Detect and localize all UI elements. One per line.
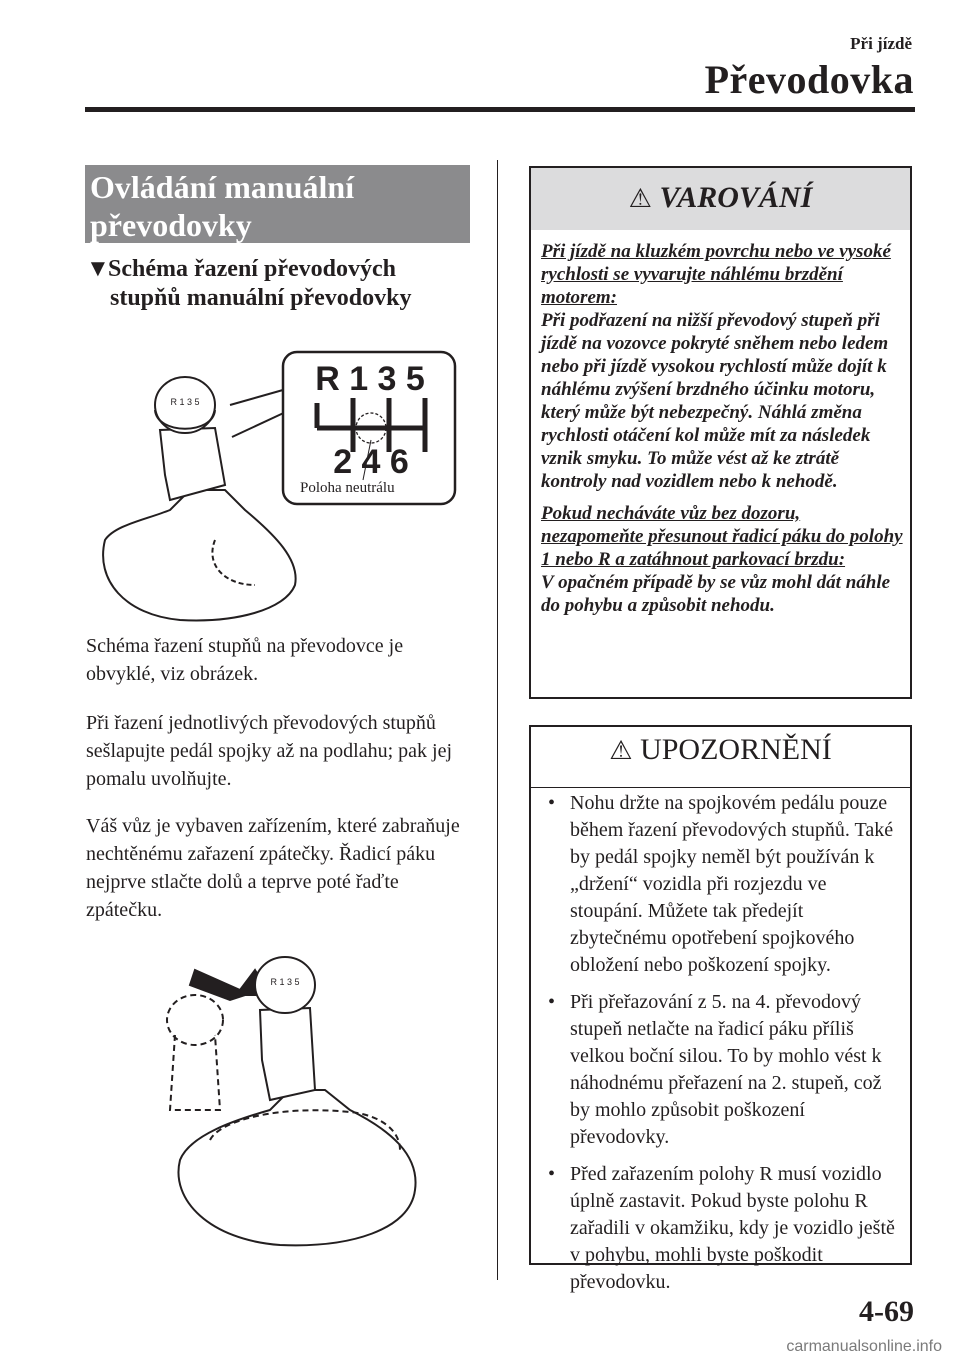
list-item	[548, 1161, 900, 1296]
page-number: 4-69	[859, 1295, 914, 1328]
paragraph-3: Váš vůz je vybaven zařízením, které zabraňuje nechtěnému zařazení zpátečky. Řadicí páku nejprve stlačte dolů a teprve poté řaďte zpátečku.	[86, 815, 460, 921]
warning-title-text: VAROVÁNÍ	[659, 181, 813, 214]
warning-block2-text: V opačném případě by se vůz mohl dát náhle do pohybu a způsobit nehodu.	[541, 572, 891, 616]
chapter-title: Při jízdě	[850, 34, 912, 53]
paragraph-1: Schéma řazení stupňů na převodovce je obvyklé, viz obrázek.	[86, 635, 404, 685]
caution-item-2: Při přeřazování z 5. na 4. převodový stupeň netlačte na řadicí páku příliš velkou boční silou. To by mohlo vést k náhodnému přeřazení na 2. stupeň, což by mohlo způsobit poškození převodovky.	[570, 991, 882, 1148]
subheading-line2: stupňů manuální převodovky	[110, 285, 412, 311]
section-title-line1: Ovládání manuální	[90, 169, 355, 205]
warning-body	[541, 240, 905, 626]
caution-title-text: UPOZORNĚNÍ	[640, 733, 832, 766]
gear-labels-top: R 1 3 5	[315, 360, 425, 398]
warning-block2-heading: Pokud necháváte vůz bez dozoru, nezapomeňte přesunout řadicí páku do polohy 1 nebo R a zatáhnout parkovací brzdu:	[541, 503, 903, 570]
warning-block1-heading: Při jízdě na kluzkém povrchu nebo ve vysoké rychlosti se vyvarujte náhlému brzdění motorem:	[541, 241, 891, 308]
gear-labels-bottom: 2 4 6	[333, 443, 409, 481]
bullet-icon: •	[548, 991, 556, 1013]
section-heading: Převodovka	[704, 57, 914, 102]
caution-triangle-icon: ⚠	[609, 736, 633, 765]
knob-pattern-icon-2: R 1 3 5	[270, 977, 300, 987]
callout-line	[230, 388, 290, 405]
bullet-icon: •	[548, 792, 556, 814]
subheading	[86, 255, 411, 313]
callout-line	[232, 410, 290, 437]
paragraph-2: Při řazení jednotlivých převodových stupňů sešlapujte pedál spojky až na podlahu; pak jej pomalu uvolňujte.	[86, 712, 453, 790]
column-divider	[497, 160, 498, 1280]
list-item	[548, 790, 900, 979]
caution-list	[548, 790, 900, 1306]
subheading-line1: Schéma řazení převodových	[108, 256, 396, 282]
warning-title	[531, 181, 910, 215]
gear-lever-drawing	[103, 377, 296, 620]
gear-lever-drawing-2	[178, 957, 415, 1245]
caution-item-1: Nohu držte na spojkovém pedálu pouze během řazení převodových stupňů. Také by pedál spojky neměl být používán k „držení“ vozidla při rozjezdu ve stoupání. Můžete tak předejít zbytečnému opotřebení spojkového obložení nebo poškození spojky.	[570, 792, 894, 976]
neutral-position-caption: Poloha neutrálu	[300, 480, 395, 496]
section-title	[90, 168, 354, 244]
section-title-line2: převodovky	[90, 207, 252, 243]
knob-pattern-icon: R 1 3 5	[170, 397, 200, 407]
reverse-gear-figure	[150, 940, 470, 1270]
bullet-icon: •	[548, 1163, 556, 1185]
ghost-lever-outline	[167, 995, 223, 1110]
gear-shift-pattern-figure	[85, 340, 485, 630]
list-item	[548, 989, 900, 1151]
watermark: carmanualsonline.info	[786, 1338, 942, 1355]
triangle-bullet-icon: ▼	[86, 256, 110, 282]
warning-triangle-icon: ⚠	[628, 184, 652, 213]
caution-item-3: Před zařazením polohy R musí vozidlo úplně zastavit. Pokud byste polohu R zařadili v okamžiku, kdy je vozidlo ještě v pohybu, mohli byste poškodit převodovku.	[570, 1163, 895, 1293]
caution-rule	[531, 787, 910, 788]
warning-block1-text: Při podřazení na nižší převodový stupeň při jízdě na vozovce pokryté sněhem nebo ledem nebo při jízdě vysokou rychlostí může dojít k náhlému zvýšení brzdného účinku motoru, který může být nebezpečný. Náhlá změna rychlosti otáčení kol může mít za následek vznik smyku. To může vést až ke ztrátě kontroly nad vozidlem nebo k nehodě.	[541, 310, 889, 492]
caution-title	[531, 733, 910, 767]
header-rule	[85, 107, 915, 112]
